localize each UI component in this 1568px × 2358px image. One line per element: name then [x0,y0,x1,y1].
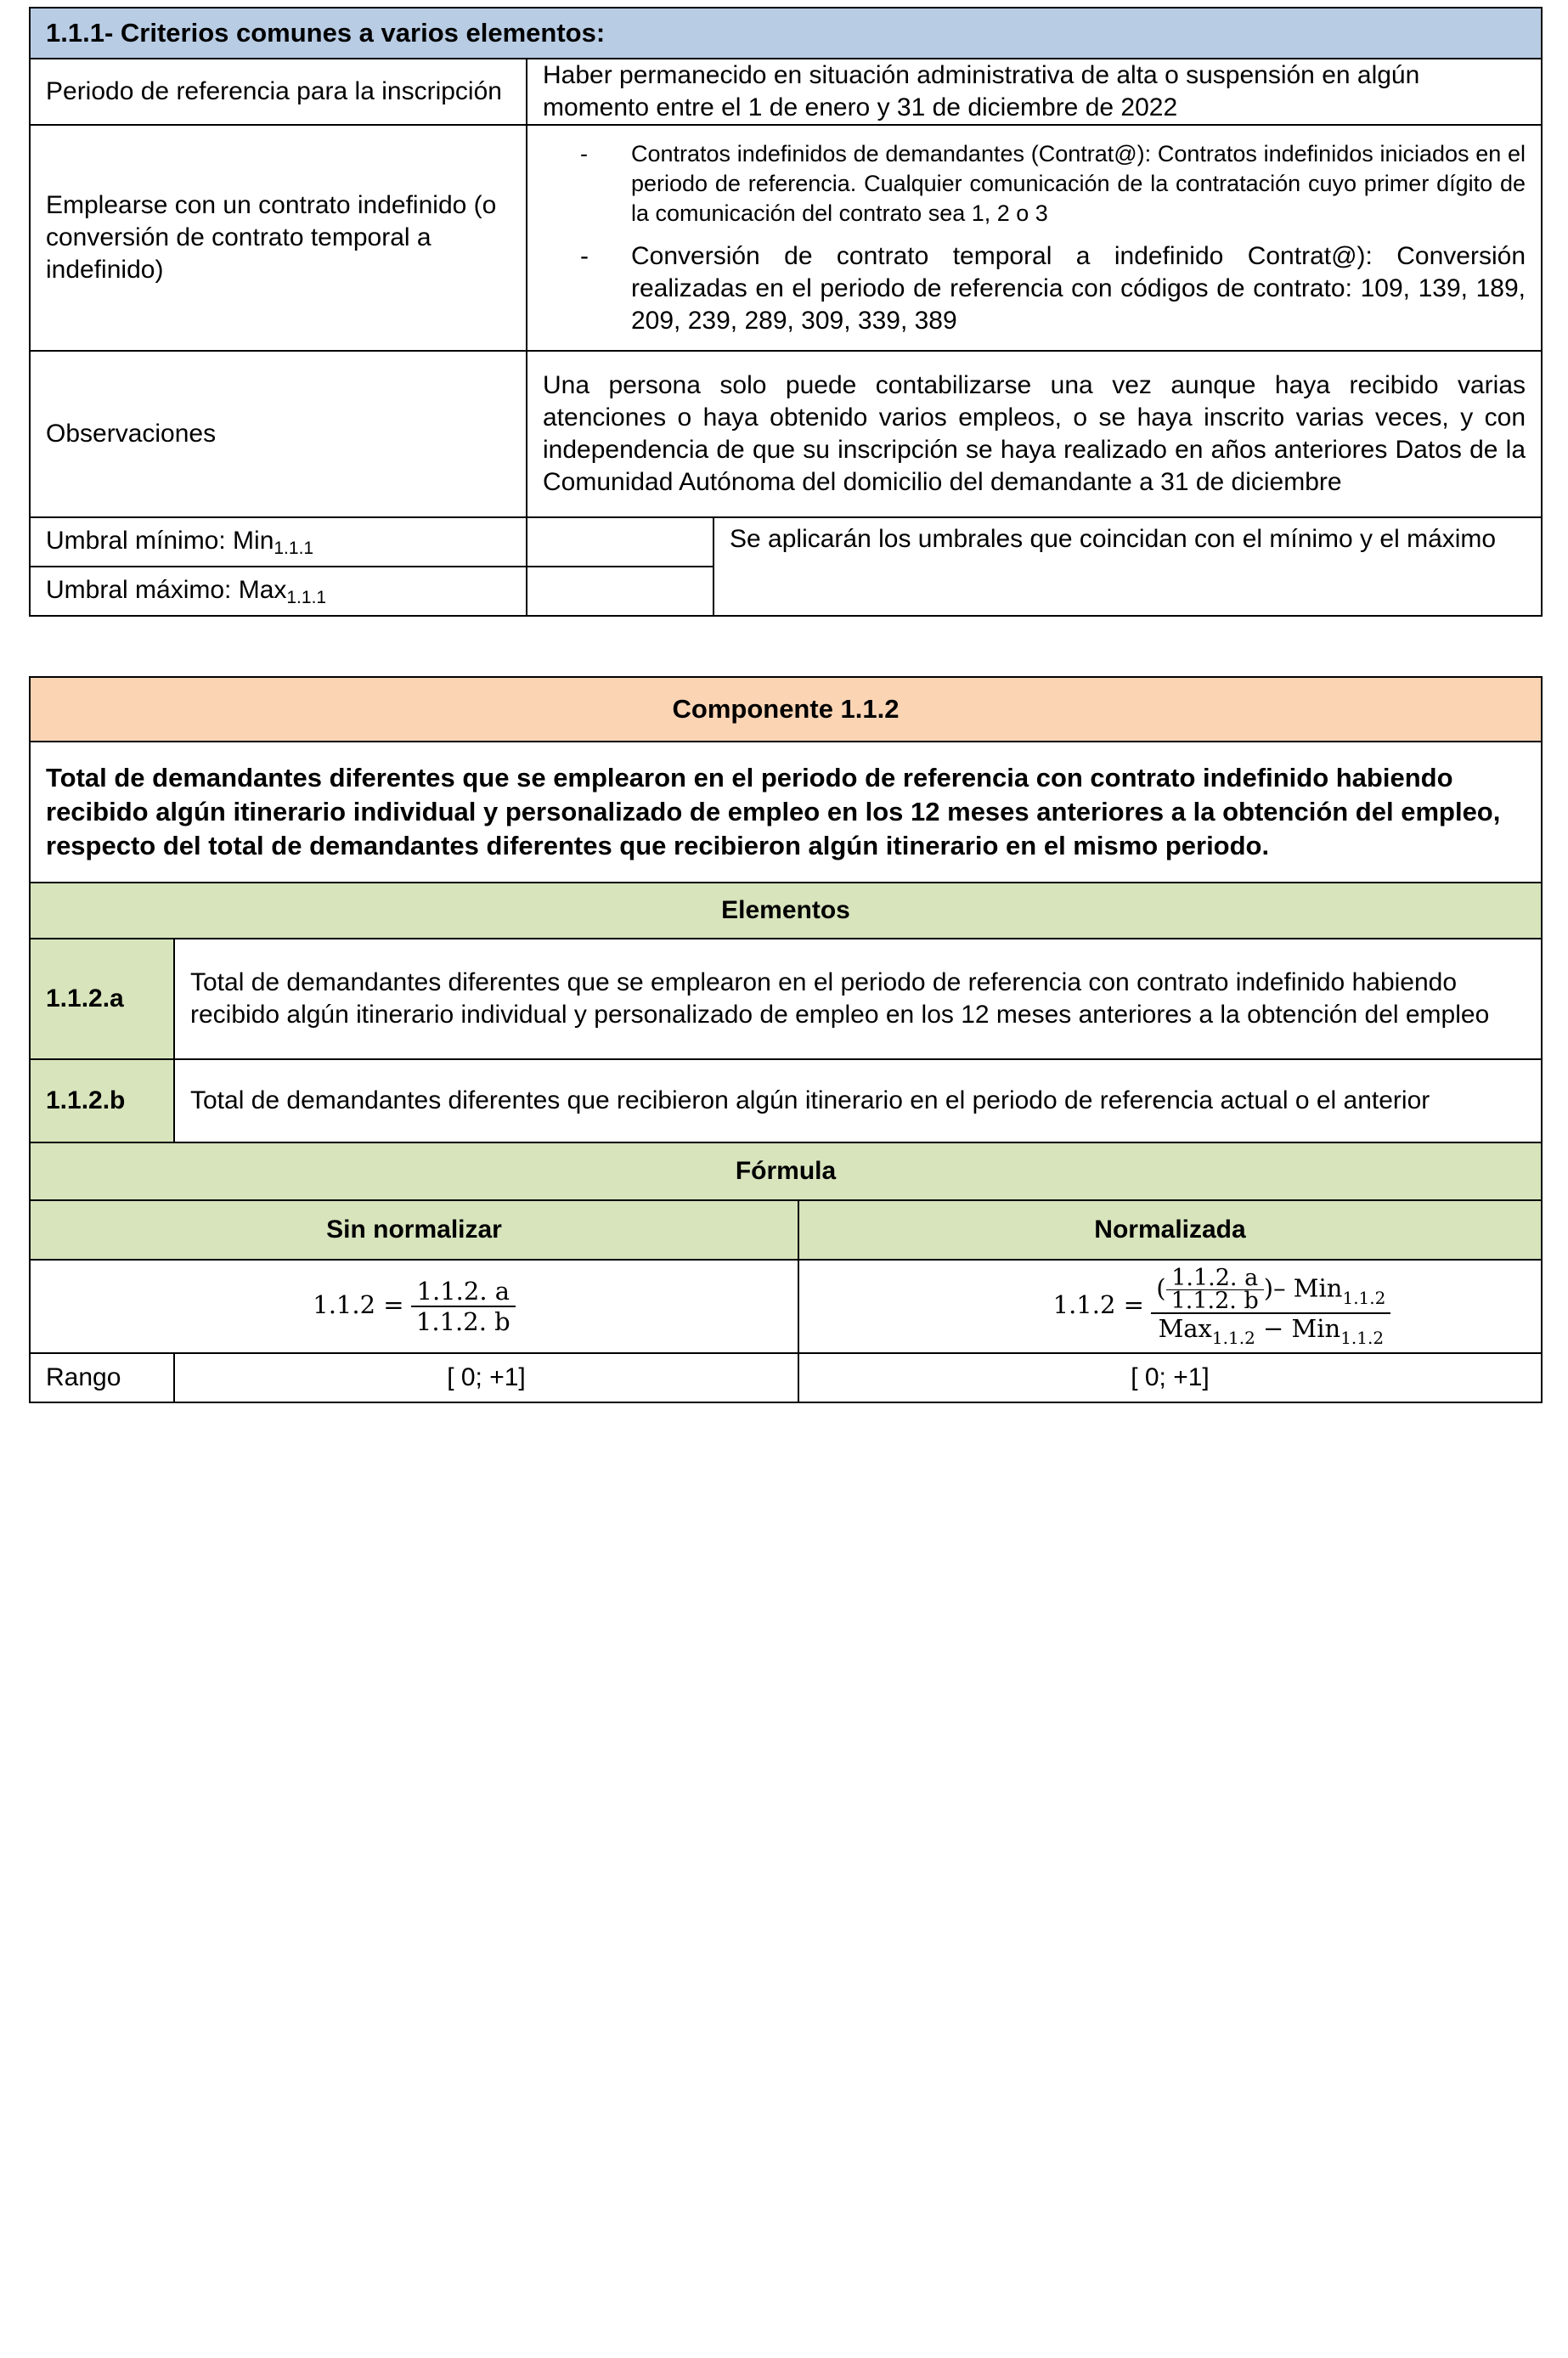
observaciones-label: Observaciones [30,351,527,517]
list-item: - Conversión de contrato temporal a indefinido Contrat@): Conversión realizadas en el periodo de referencia con códigos de contrato: 109, 139, 189, 209, 239, 289, 309, 339, 389 [580,241,1526,335]
list-item: - Contratos indefinidos de demandantes (Contrat@): Contratos indefinidos iniciados en el periodo de referencia. Cualquier comunicación de la contratación cuyo primer dígito de la comunicación del contrato sea 1, 2 o 3 [580,140,1526,226]
umbral-max-value [527,567,713,616]
umbral-note: Se aplicarán los umbrales que coincidan con el mínimo y el máximo [713,517,1542,616]
criterios-header: 1.1.1- Criterios comunes a varios elementos: [30,8,1542,59]
normalizada-header: Normalizada [798,1200,1542,1260]
formula-header: Fórmula [30,1142,1542,1200]
componente-title: Componente 1.1.2 [30,677,1542,742]
emplearse-label: Emplearse con un contrato indefinido (o conversión de contrato temporal a indefinido) [30,125,527,351]
rango-normalizada: [ 0; +1] [798,1353,1542,1402]
componente-description: Total de demandantes diferentes que se emplearon en el periodo de referencia con contrato indefinido habiendo recibido algún itinerario individual y personalizado de empleo en los 12 meses anteriores a la obtención del empleo, respecto del total de demandantes diferentes que recibieron algún itinerario en el mismo periodo. [30,742,1542,883]
emplearse-bullets [527,139,1526,337]
sin-normalizar-header: Sin normalizar [30,1200,798,1260]
criterios-table [29,7,1543,617]
rango-label: Rango [30,1353,174,1402]
umbral-min-value [527,517,713,567]
formula-sin-normalizar: 1.1.2 = $\frac{1.1.2. a}{1.1.2. b}$ [30,1260,798,1353]
umbral-max-label: Umbral máximo: Max$_{1.1.1}$ [30,567,527,616]
componente-table [29,676,1543,1403]
periodo-value: Haber permanecido en situación administrativa de alta o suspensión en algún momento entre el 1 de enero y 31 de diciembre de 2022 [527,59,1542,125]
periodo-label: Periodo de referencia para la inscripción [30,59,527,125]
rango-sin-normalizar: [ 0; +1] [174,1353,798,1402]
umbral-min-label: Umbral mínimo: Min$_{1.1.1}$ [30,517,527,567]
emplearse-value [527,125,1542,351]
elementos-header: Elementos [30,883,1542,939]
elemento-text: Total de demandantes diferentes que recibieron algún itinerario en el periodo de referencia actual o el anterior [174,1059,1542,1142]
elemento-code: 1.1.2.b [30,1059,174,1142]
elemento-code: 1.1.2.a [30,939,174,1059]
formula-normalizada: 1.1.2 = ( $\frac{1.1.2. a}{1.1.2. b}$ )– Min$_{1.1.2}$ Max$_{1.1.2}$ − Min$_{1.1.2}$ [798,1260,1542,1353]
observaciones-value: Una persona solo puede contabilizarse una vez aunque haya recibido varias atenciones o haya obtenido varios empleos, o se haya inscrito varias veces, y con independencia de que su inscripción se haya realizado en años anteriores Datos de la Comunidad Autónoma del domicilio del demandante a 31 de diciembre [527,351,1542,517]
elemento-text: Total de demandantes diferentes que se emplearon en el periodo de referencia con contrato indefinido habiendo recibido algún itinerario individual y personalizado de empleo en los 12 meses anteriores a la obtención del empleo [174,939,1542,1059]
